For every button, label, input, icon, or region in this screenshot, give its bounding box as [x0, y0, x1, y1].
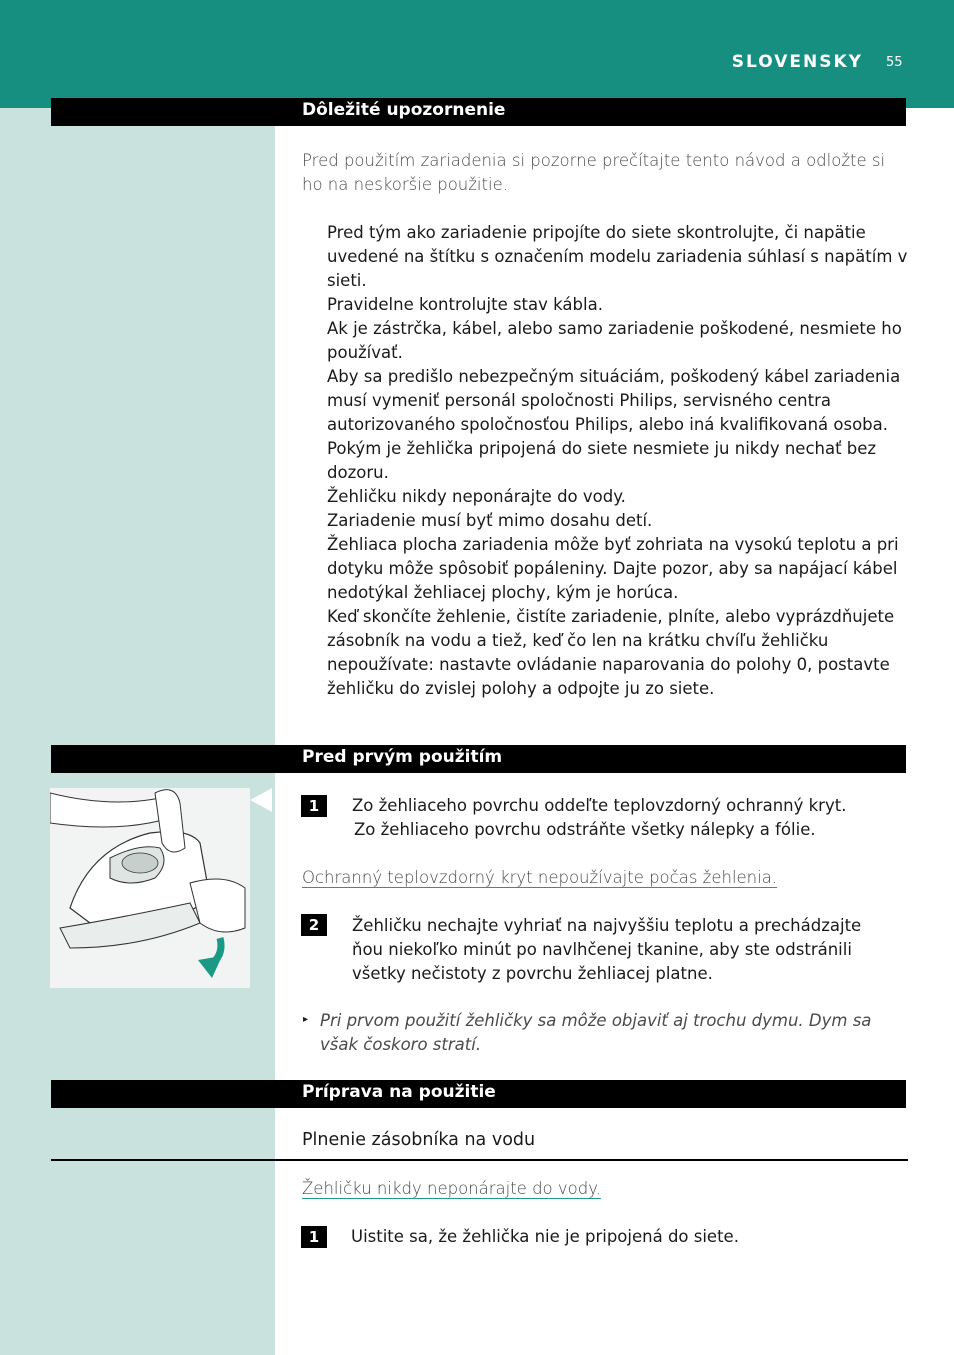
- iron-cover-removal-illustration: [50, 788, 250, 988]
- caution-note: [302, 866, 907, 890]
- caution-note-text: Ochranný teplovzdorný kryt nepoužívajte počas žehlenia.: [302, 868, 778, 887]
- subsection-title: Plnenie zásobníka na vodu: [302, 1130, 536, 1150]
- intro-text: Pred použitím zariadenia si pozorne prečítajte tento návod a odložte si ho na neskoršie použitie.: [302, 151, 886, 194]
- warning-item: Žehličku nikdy neponárajte do vody.: [327, 487, 626, 506]
- language-label: SLOVENSKY: [731, 52, 863, 72]
- section-title-important: Dôležité upozornenie: [302, 100, 506, 120]
- step-text: Uistite sa, že žehlička nie je pripojená do siete.: [351, 1227, 739, 1246]
- warning-list: [327, 221, 912, 701]
- triangle-bullet-icon: ▸: [303, 1014, 309, 1025]
- warning-item: Žehliaca plocha zariadenia môže byť zohriata na vysokú teplotu a pri dotyku môže spôsobiť popáleniny. Dajte pozor, aby sa napájací kábel nedotýkal žehliacej plochy, kým je horúca.: [327, 535, 899, 602]
- step-number: 2: [301, 914, 327, 936]
- warning-item: Keď skončíte žehlenie, čistíte zariadenie, plníte, alebo vyprázdňujete zásobník na vodu a tiež, keď čo len na krátku chvíľu žehličku nepoužívate: nastavte ovládanie naparovania do polohy 0, postavte žehličku do zvislej polohy a odpojte ju zo siete.: [327, 607, 895, 698]
- section-title-preparation: Príprava na použitie: [302, 1082, 496, 1102]
- warning-item: Pokým je žehlička pripojená do siete nesmiete ju nikdy nechať bez dozoru.: [327, 439, 877, 482]
- step-line: Zo žehliaceho povrchu oddeľte teplovzdorný ochranný kryt.: [352, 796, 847, 815]
- section-title-first-use: Pred prvým použitím: [302, 747, 503, 767]
- step-text: [352, 794, 912, 842]
- step-text: Žehličku nechajte vyhriať na najvyššiu teplotu a prechádzajte ňou niekoľko minút po navlhčenej tkanine, aby ste odstránili všetky nečistoty z povrchu žehliacej platne.: [352, 916, 862, 983]
- illustration-pointer: [250, 788, 272, 812]
- step-line: Zo žehliaceho povrchu odstráňte všetky nálepky a fólie.: [354, 820, 816, 839]
- subsection-divider: [51, 1159, 908, 1161]
- tip-text: Pri prvom použití žehličky sa môže objaviť aj trochu dymu. Dym sa však čoskoro stratí.: [320, 1011, 872, 1054]
- caution-note-text: Žehličku nikdy neponárajte do vody.: [302, 1179, 601, 1198]
- warning-item: Pred tým ako zariadenie pripojíte do siete skontrolujte, či napätie uvedené na štítku s označením modelu zariadenia súhlasí s napätím v sieti.: [327, 223, 908, 290]
- page-number: 55: [886, 55, 903, 70]
- step-number: 1: [301, 1226, 327, 1248]
- step-number: 1: [301, 795, 327, 817]
- side-band: [0, 108, 275, 1355]
- iron-illustration-svg: [50, 788, 250, 988]
- caution-note: [302, 1177, 907, 1201]
- warning-item: Ak je zástrčka, kábel, alebo samo zariadenie poškodené, nesmiete ho používať.: [327, 319, 902, 362]
- warning-item: Aby sa predišlo nebezpečným situáciám, poškodený kábel zariadenia musí vymeniť personál spoločnosti Philips, servisného centra autorizovaného spoločnosťou Philips, alebo iná kvalifikovaná osoba.: [327, 367, 901, 434]
- warning-item: Zariadenie musí byť mimo dosahu detí.: [327, 511, 653, 530]
- section-bar-first-use: [51, 745, 906, 773]
- section-bar-preparation: [51, 1080, 906, 1108]
- section-bar-important: [51, 98, 906, 126]
- warning-item: Pravidelne kontrolujte stav kábla.: [327, 295, 603, 314]
